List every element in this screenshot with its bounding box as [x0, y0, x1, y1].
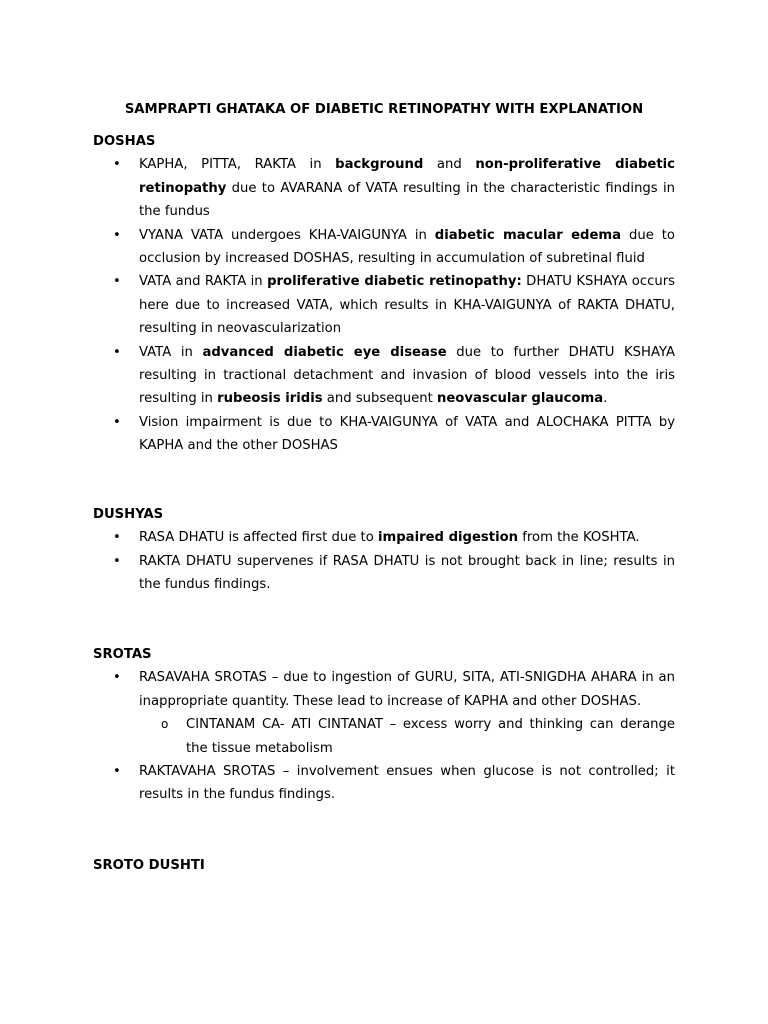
- text-run: RAKTA DHATU supervenes if RASA DHATU is not brought back in line; results in the fundus findings.: [139, 553, 675, 593]
- sub-bullet-list: [139, 713, 675, 760]
- text-run: CINTANAM CA- ATI CINTANAT – excess worry and thinking can derange the tissue metabolism: [186, 717, 675, 756]
- bullet-icon: •: [113, 670, 121, 686]
- bullet-icon: •: [113, 414, 121, 430]
- sub-list-item-text: [186, 717, 675, 755]
- bold-text: diabetic macular edema: [434, 227, 622, 243]
- text-run: VATA in: [139, 344, 203, 360]
- list-item: [93, 526, 675, 549]
- bullet-icon: •: [113, 530, 121, 546]
- list-item-text: [139, 764, 675, 802]
- circle-bullet-icon: o: [161, 717, 169, 732]
- page-title: SAMPRAPTI GHATAKA OF DIABETIC RETINOPATHY WITH EXPLANATION: [124, 102, 644, 117]
- text-run: and subsequent: [322, 391, 437, 407]
- list-item: [93, 411, 675, 458]
- list-item: [93, 760, 675, 807]
- bold-text: rubeosis iridis: [217, 391, 323, 407]
- list-item-text: [139, 415, 675, 453]
- bold-text: background: [335, 157, 424, 173]
- bold-text: non-proliferative diabetic retinopathy: [139, 157, 675, 196]
- bullet-icon: •: [113, 274, 121, 290]
- text-run: Vision impairment is due to KHA-VAIGUNYA of VATA and ALOCHAKA PITTA by KAPHA and the other DOSHAS: [139, 414, 675, 454]
- list-item-text: [139, 554, 675, 592]
- list-item-text: [139, 345, 675, 407]
- section-heading-doshas: DOSHAS: [93, 134, 156, 149]
- text-run: RAKTAVAHA SROTAS – involvement ensues when glucose is not controlled; it results in the fundus findings.: [139, 764, 675, 803]
- bullet-list-dushyas: [93, 526, 675, 596]
- list-item-text: [139, 530, 640, 545]
- text-run: VYANA VATA undergoes KHA-VAIGUNYA in: [139, 227, 435, 243]
- text-run: due to further DHATU KSHAYA resulting in tractional detachment and invasion of blood vessels into the iris resulting in: [139, 344, 675, 407]
- text-run: and: [423, 157, 476, 173]
- list-item-text: [139, 228, 675, 266]
- bold-text: advanced diabetic eye disease: [202, 344, 447, 360]
- bullet-icon: •: [113, 227, 121, 243]
- list-item: [93, 153, 675, 223]
- section-dushyas: [93, 503, 675, 597]
- sub-list-item: [139, 713, 675, 760]
- section-doshas: [93, 130, 675, 458]
- text-run: KAPHA, PITTA, RAKTA in: [139, 157, 336, 173]
- bold-text: proliferative diabetic retinopathy:: [267, 274, 522, 290]
- bullet-icon: •: [113, 764, 121, 780]
- list-item: [93, 666, 675, 713]
- bullet-list-srotas: [93, 666, 675, 806]
- text-run: RASA DHATU is affected first due to: [139, 530, 378, 546]
- section-heading-sroto-dushti: SROTO DUSHTI: [93, 858, 205, 873]
- text-run: from the KOSHTA.: [518, 530, 640, 546]
- text-run: .: [603, 391, 608, 407]
- text-run: VATA and RAKTA in: [139, 274, 268, 290]
- bullet-icon: •: [113, 157, 121, 173]
- section-heading-srotas: SROTAS: [93, 647, 152, 662]
- bullet-list-doshas: [93, 153, 675, 457]
- sub-list-container: [93, 713, 675, 760]
- list-item: [93, 550, 675, 597]
- list-item: [93, 341, 675, 411]
- list-item-text: [139, 670, 675, 708]
- section-heading-dushyas: DUSHYAS: [93, 507, 164, 522]
- text-run: RASAVAHA SROTAS – due to ingestion of GURU, SITA, ATI-SNIGDHA AHARA in an inappropriate quantity. These lead to increase of KAPHA and other DOSHAS.: [139, 670, 675, 709]
- bold-text: impaired digestion: [377, 530, 519, 546]
- text-run: DHATU KSHAYA occurs here due to increased VATA, which results in KHA-VAIGUNYA of RAKTA DHATU, resulting in neovascularization: [139, 274, 676, 337]
- list-item: [93, 270, 675, 340]
- text-run: due to AVARANA of VATA resulting in the characteristic findings in the fundus: [139, 180, 675, 220]
- list-item: [93, 224, 675, 271]
- list-item-text: [139, 157, 675, 219]
- list-item-text: [139, 274, 675, 336]
- bullet-icon: •: [113, 553, 121, 569]
- section-sroto-dushti: [93, 854, 675, 877]
- text-run: due to occlusion by increased DOSHAS, resulting in accumulation of subretinal fluid: [139, 227, 676, 267]
- bullet-icon: •: [113, 344, 121, 360]
- bold-text: neovascular glaucoma: [436, 391, 604, 407]
- section-srotas: [93, 643, 675, 807]
